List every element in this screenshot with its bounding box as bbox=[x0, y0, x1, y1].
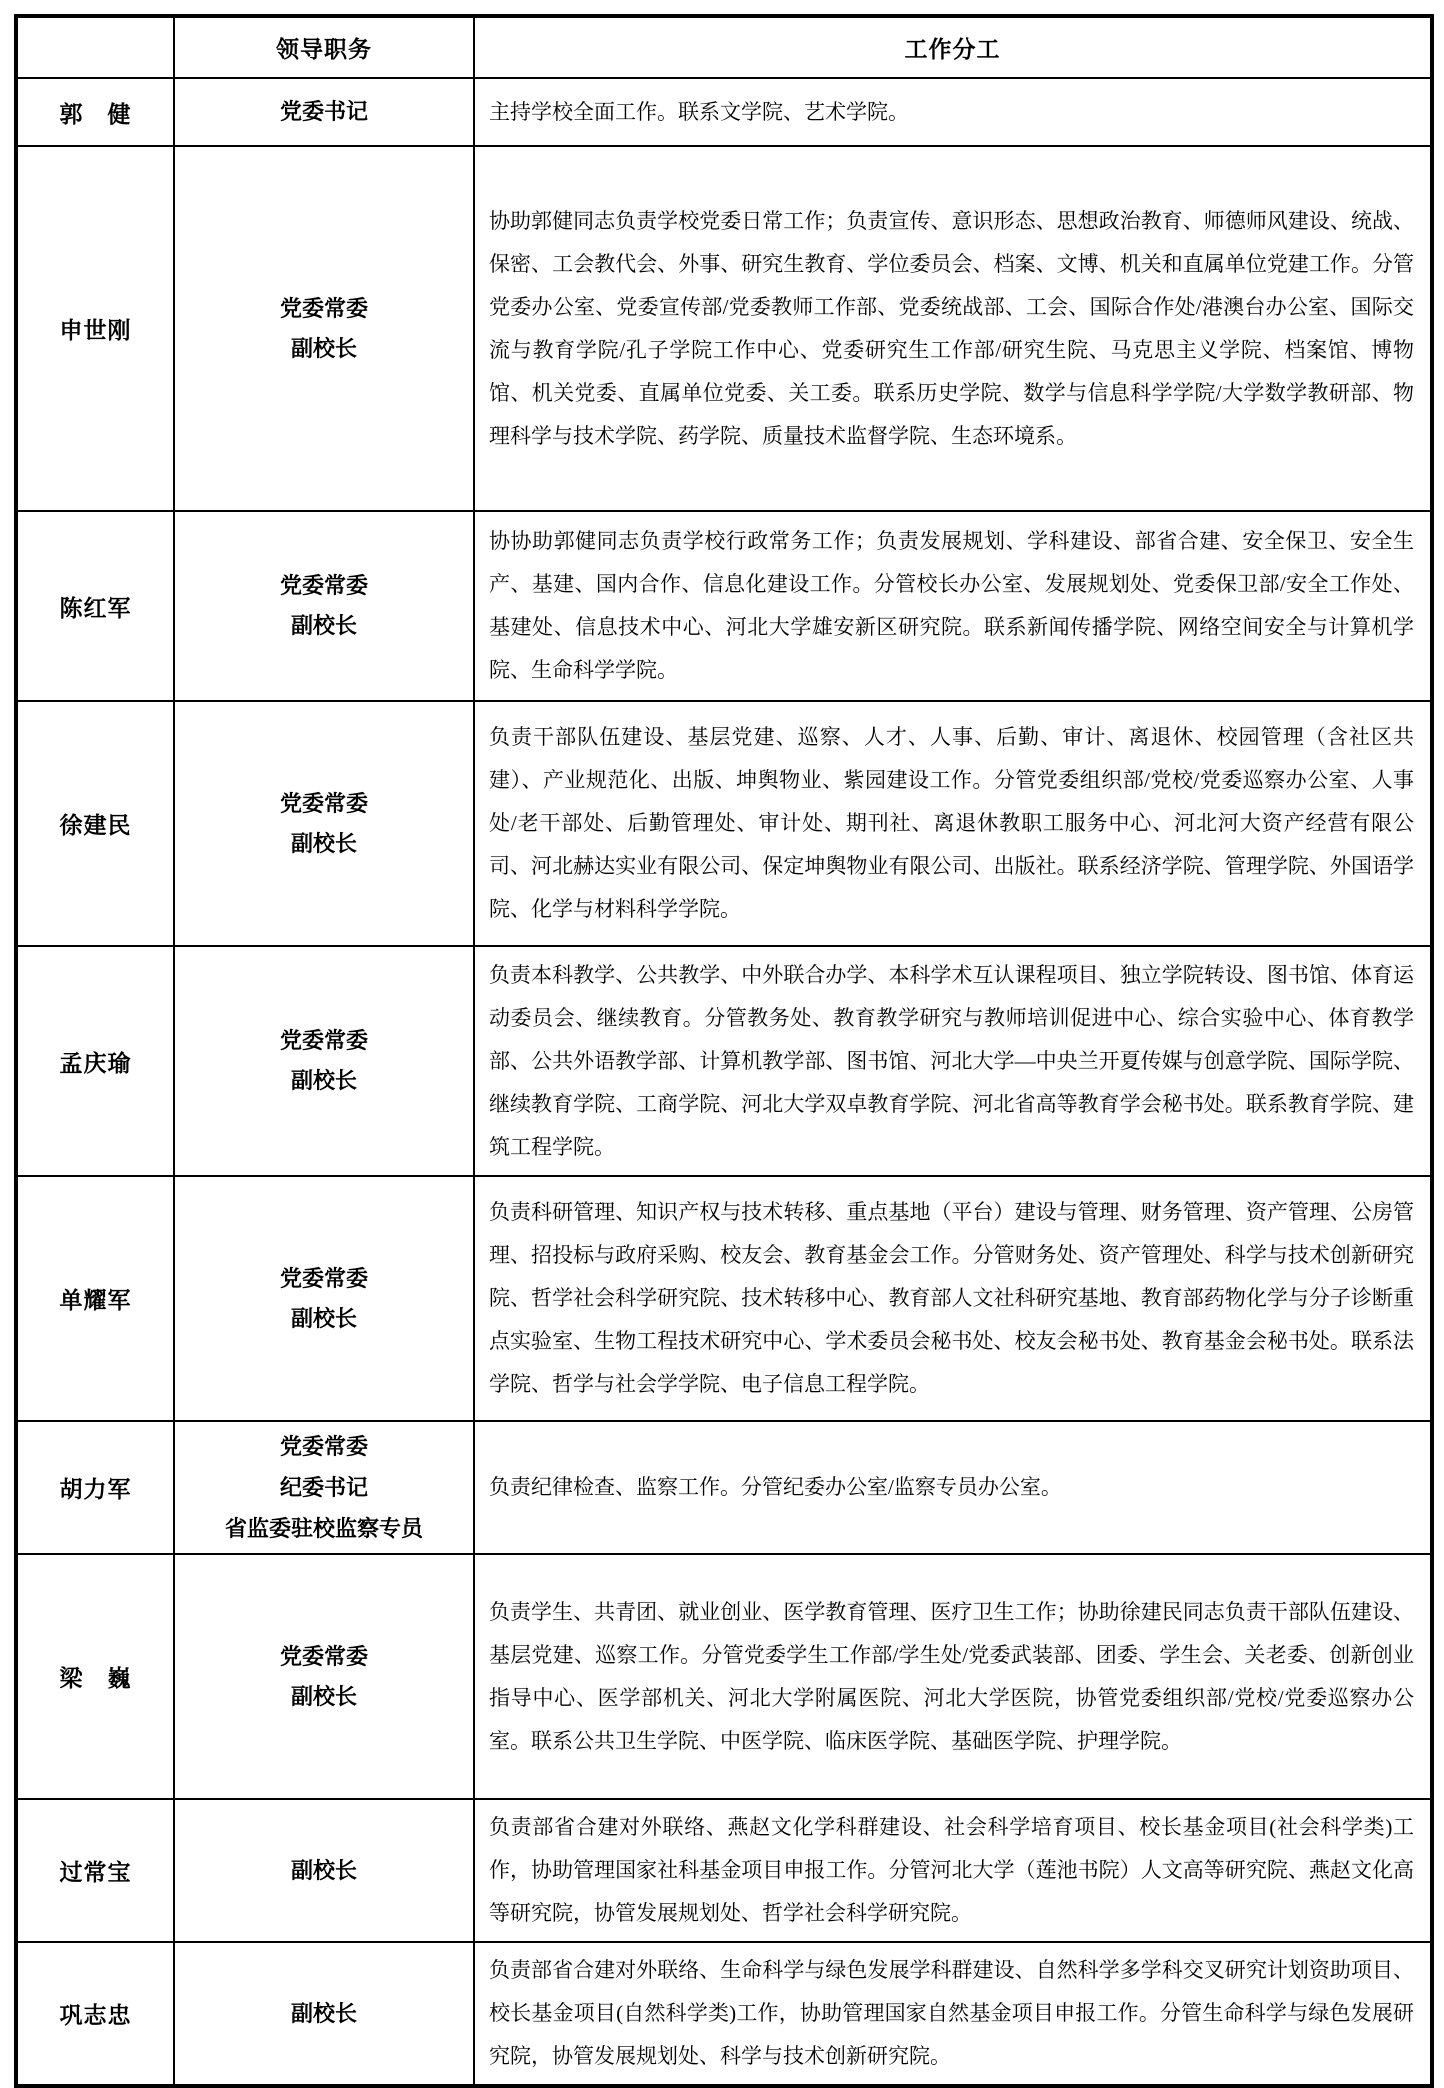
leader-name: 陈红军 bbox=[16, 511, 174, 701]
leader-name: 孟庆瑜 bbox=[16, 946, 174, 1176]
leader-position bbox=[174, 946, 474, 1176]
header-position-col: 领导职务 bbox=[174, 16, 474, 78]
position-line: 副校长 bbox=[290, 613, 357, 638]
position-line: 纪委书记 bbox=[279, 1475, 368, 1500]
leader-duties: 负责科研管理、知识产权与技术转移、重点基地（平台）建设与管理、财务管理、资产管理、公房管理、招投标与政府采购、校友会、教育基金会工作。分管财务处、资产管理处、科学与技术创新研究院、哲学社会科学研究院、技术转移中心、教育部人文社科研究基地、教育部药物化学与分子诊断重点实验室、生物工程技术研究中心、学术委员会秘书处、校友会秘书处、教育基金会秘书处。联系法学院、哲学与社会学学院、电子信息工程学院。 bbox=[474, 1176, 1432, 1421]
leader-name: 梁 巍 bbox=[16, 1554, 174, 1799]
leader-position bbox=[174, 78, 474, 146]
header-row bbox=[16, 16, 1432, 78]
table-row bbox=[16, 78, 1432, 146]
leader-position bbox=[174, 701, 474, 946]
position-line: 副校长 bbox=[290, 1857, 357, 1883]
position-line: 省监委驻校监察专员 bbox=[224, 1516, 423, 1541]
table-row bbox=[16, 1176, 1432, 1421]
leader-duties: 负责部省合建对外联络、生命科学与绿色发展学科群建设、自然科学多学科交叉研究计划资助项目、校长基金项目(自然科学类)工作，协助管理国家自然基金项目申报工作。分管生命科学与绿色发展研究院，协管发展规划处、科学与技术创新研究院。 bbox=[474, 1942, 1432, 2086]
table-row bbox=[16, 1554, 1432, 1799]
leader-duties: 负责纪律检查、监察工作。分管纪委办公室/监察专员办公室。 bbox=[474, 1421, 1432, 1554]
leader-duties: 负责部省合建对外联络、燕赵文化学科群建设、社会科学培育项目、校长基金项目(社会科学类)工作，协助管理国家社科基金项目申报工作。分管河北大学（莲池书院）人文高等研究院、燕赵文化高等研究院，协管发展规划处、哲学社会科学研究院。 bbox=[474, 1799, 1432, 1942]
table-row bbox=[16, 1942, 1432, 2086]
header-name-col bbox=[16, 16, 174, 78]
table-row bbox=[16, 511, 1432, 701]
leadership-duty-table bbox=[14, 14, 1434, 2088]
leader-name: 胡力军 bbox=[16, 1421, 174, 1554]
leader-position bbox=[174, 511, 474, 701]
leader-duties: 协助郭健同志负责学校党委日常工作；负责宣传、意识形态、思想政治教育、师德师风建设、统战、保密、工会教代会、外事、研究生教育、学位委员会、档案、文博、机关和直属单位党建工作。分管党委办公室、党委宣传部/党委教师工作部、党委统战部、工会、国际合作处/港澳台办公室、国际交流与教育学院/孔子学院工作中心、党委研究生工作部/研究生院、马克思主义学院、档案馆、博物馆、机关党委、直属单位党委、关工委。联系历史学院、数学与信息科学学院/大学数学教研部、物理科学与技术学院、药学院、质量技术监督学院、生态环境系。 bbox=[474, 146, 1432, 511]
position-line: 党委常委 bbox=[279, 1643, 368, 1669]
leader-duties: 负责本科教学、公共教学、中外联合办学、本科学术互认课程项目、独立学院转设、图书馆、体育运动委员会、继续教育。分管教务处、教育教学研究与教师培训促进中心、综合实验中心、体育教学部、公共外语教学部、计算机教学部、图书馆、河北大学—中央兰开夏传媒与创意学院、国际学院、继续教育学院、工商学院、河北大学双卓教育学院、河北省高等教育学会秘书处。联系教育学院、建筑工程学院。 bbox=[474, 946, 1432, 1176]
position-line: 副校长 bbox=[290, 1305, 357, 1331]
leader-position bbox=[174, 1176, 474, 1421]
leader-name: 单耀军 bbox=[16, 1176, 174, 1421]
leader-name: 徐建民 bbox=[16, 701, 174, 946]
table-row bbox=[16, 1421, 1432, 1554]
position-line: 副校长 bbox=[290, 2000, 357, 2026]
leader-duties: 负责学生、共青团、就业创业、医学教育管理、医疗卫生工作；协助徐建民同志负责干部队伍建设、基层党建、巡察工作。分管党委学生工作部/学生处/党委武装部、团委、学生会、关老委、创新创业指导中心、医学部机关、河北大学附属医院、河北大学医院，协管党委组织部/党校/党委巡察办公室。联系公共卫生学院、中医学院、临床医学院、基础医学院、护理学院。 bbox=[474, 1554, 1432, 1799]
position-line: 党委常委 bbox=[279, 790, 368, 816]
leader-name: 过常宝 bbox=[16, 1799, 174, 1942]
leader-position bbox=[174, 146, 474, 511]
leader-position bbox=[174, 1554, 474, 1799]
table-row bbox=[16, 701, 1432, 946]
leader-duties: 主持学校全面工作。联系文学院、艺术学院。 bbox=[474, 78, 1432, 146]
position-line: 副校长 bbox=[290, 830, 357, 856]
header-duty-col: 工作分工 bbox=[474, 16, 1432, 78]
position-line: 党委书记 bbox=[279, 99, 368, 124]
leader-position bbox=[174, 1799, 474, 1942]
leader-position bbox=[174, 1421, 474, 1554]
position-line: 党委常委 bbox=[279, 1434, 368, 1459]
leader-name: 申世刚 bbox=[16, 146, 174, 511]
position-line: 副校长 bbox=[290, 1683, 357, 1709]
leader-duties: 负责干部队伍建设、基层党建、巡察、人才、人事、后勤、审计、离退休、校园管理（含社区共建）、产业规范化、出版、坤舆物业、紫园建设工作。分管党委组织部/党校/党委巡察办公室、人事处/老干部处、后勤管理处、审计处、期刊社、离退休教职工服务中心、河北河大资产经营有限公司、河北赫达实业有限公司、保定坤舆物业有限公司、出版社。联系经济学院、管理学院、外国语学院、化学与材料科学学院。 bbox=[474, 701, 1432, 946]
position-line: 党委常委 bbox=[279, 1265, 368, 1291]
leader-position bbox=[174, 1942, 474, 2086]
position-line: 副校长 bbox=[290, 335, 357, 361]
leader-duties: 协协助郭健同志负责学校行政常务工作；负责发展规划、学科建设、部省合建、安全保卫、安全生产、基建、国内合作、信息化建设工作。分管校长办公室、发展规划处、党委保卫部/安全工作处、基建处、信息技术中心、河北大学雄安新区研究院。联系新闻传播学院、网络空间安全与计算机学院、生命科学学院。 bbox=[474, 511, 1432, 701]
position-line: 党委常委 bbox=[279, 295, 368, 321]
leader-name: 郭 健 bbox=[16, 78, 174, 146]
leader-name: 巩志忠 bbox=[16, 1942, 174, 2086]
table-row bbox=[16, 1799, 1432, 1942]
position-line: 党委常委 bbox=[279, 573, 368, 598]
position-line: 副校长 bbox=[290, 1068, 357, 1093]
table-row bbox=[16, 146, 1432, 511]
position-line: 党委常委 bbox=[279, 1028, 368, 1053]
table-row bbox=[16, 946, 1432, 1176]
